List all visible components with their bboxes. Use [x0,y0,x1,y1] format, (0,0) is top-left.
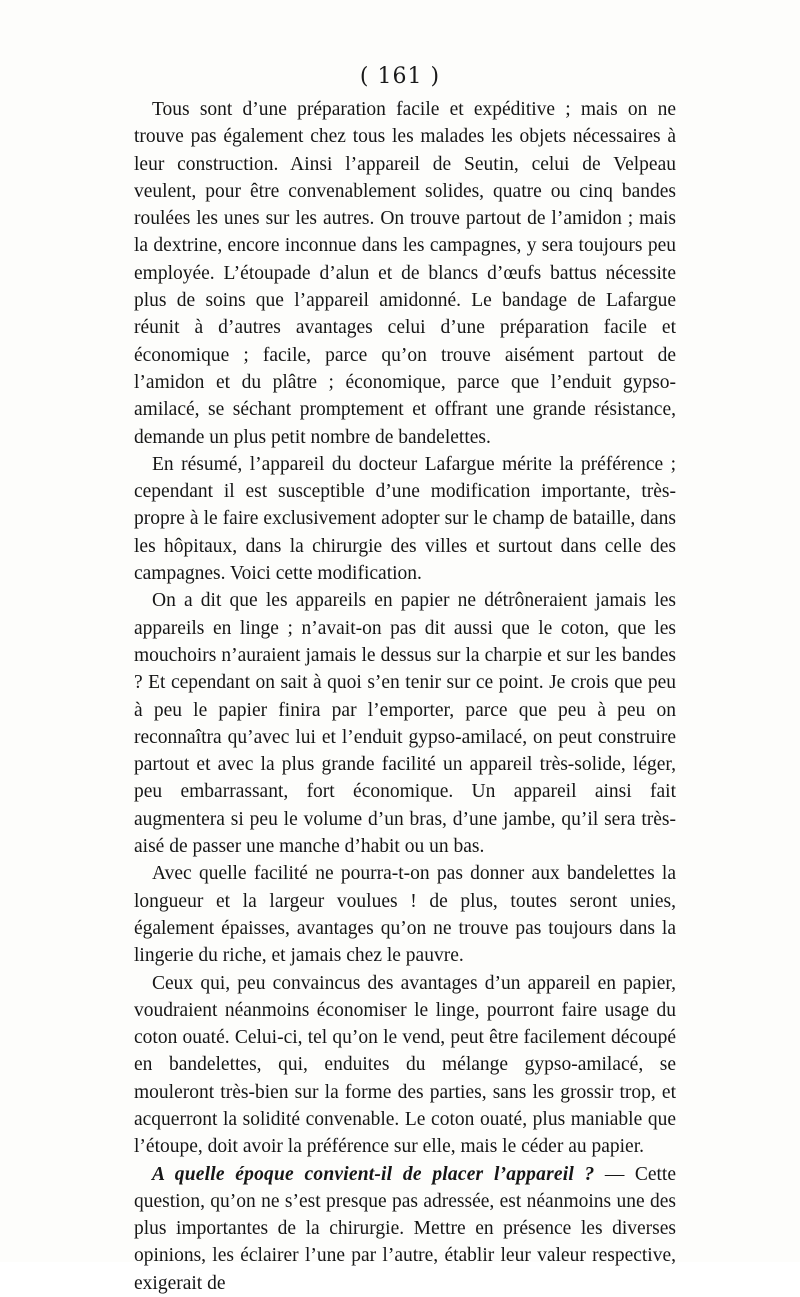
paragraph: On a dit que les appareils en papier ne détrôneraient jamais les appareils en linge ; n’avait-on pas dit aussi que le coton, que les mouchoirs n’auraient jamais le dessus sur la charpie et sur les bandes ? Et cependant on sait à quoi s’en tenir sur ce point. Je crois que peu à peu le papier finira par l’emporter, parce que peu à peu on reconnaîtra qu’avec lui et l’enduit gypso-amilacé, on peut construire partout et avec la plus grande facilité un appareil très-solide, léger, peu embarrassant, fort économique. Un appareil ainsi fait augmentera si peu le volume d’un bras, d’une jambe, qu’il sera très-aisé de passer une manche d’habit ou un bas. [134,590,676,858]
section-heading: A quelle époque convient-il de placer l’appareil ? [152,1163,595,1185]
paragraph: Tous sont d’une préparation facile et expéditive ; mais on ne trouve pas également chez tous les malades les objets nécessaires à leur construction. Ainsi l’appareil de Seutin, celui de Velpeau veulent, pour être convenablement solides, quatre ou cinq bandes roulées les unes sur les autres. On trouve partout de l’amidon ; mais la dextrine, encore inconnue dans les campagnes, y sera toujours peu employée. L’étoupade d’alun et de blancs d’œufs battus nécessite plus de soins que l’appareil amidonné. Le bandage de Lafargue réunit à d’autres avantages celui d’une préparation facile et économique ; facile, parce qu’on trouve aisément partout de l’amidon et du plâtre ; économique, parce que l’enduit gypso-amilacé, se séchant promptement et offrant une grande résistance, demande un plus petit nombre de bandelettes. [134,99,676,448]
paragraph: En résumé, l’appareil du docteur Lafargue mérite la préférence ; cependant il est susceptible d’une modification importante, très-propre à le faire exclusivement adopter sur le champ de bataille, dans les hôpitaux, dans la chirurgie des villes et surtout dans celle des campagnes. Voici cette modification. [134,453,676,585]
paragraph: Ceux qui, peu convaincus des avantages d’un appareil en papier, voudraient néanmoins économiser le linge, pourront faire usage du coton ouaté. Celui-ci, tel qu’on le vend, peut être facilement découpé en bandelettes, qui, enduites du mélange gypso-amilacé, se mouleront très-bien sur la forme des parties, sans les grossir trop, et acquerront la solidité convenable. Le coton ouaté, plus maniable que l’étoupe, doit avoir la préférence sur elle, mais le céder au papier. [134,972,676,1158]
paragraph [134,1161,676,1297]
paragraph: Avec quelle facilité ne pourra-t-on pas donner aux bandelettes la longueur et la largeur voulues ! de plus, toutes seront unies, également épaisses, avantages qu’on ne trouve pas toujours dans la lingerie du riche, et jamais chez le pauvre. [134,863,676,967]
body-text [134,96,676,1297]
paragraph-text: — Cette question, qu’on ne s’est presque pas adressée, est néanmoins une des plus importantes de la chirurgie. Mettre en présence les diverses opinions, les éclairer l’une par l’autre, établir leur valeur respective, exigerait de [134,1163,676,1294]
page-number: ( 161 ) [359,64,441,89]
